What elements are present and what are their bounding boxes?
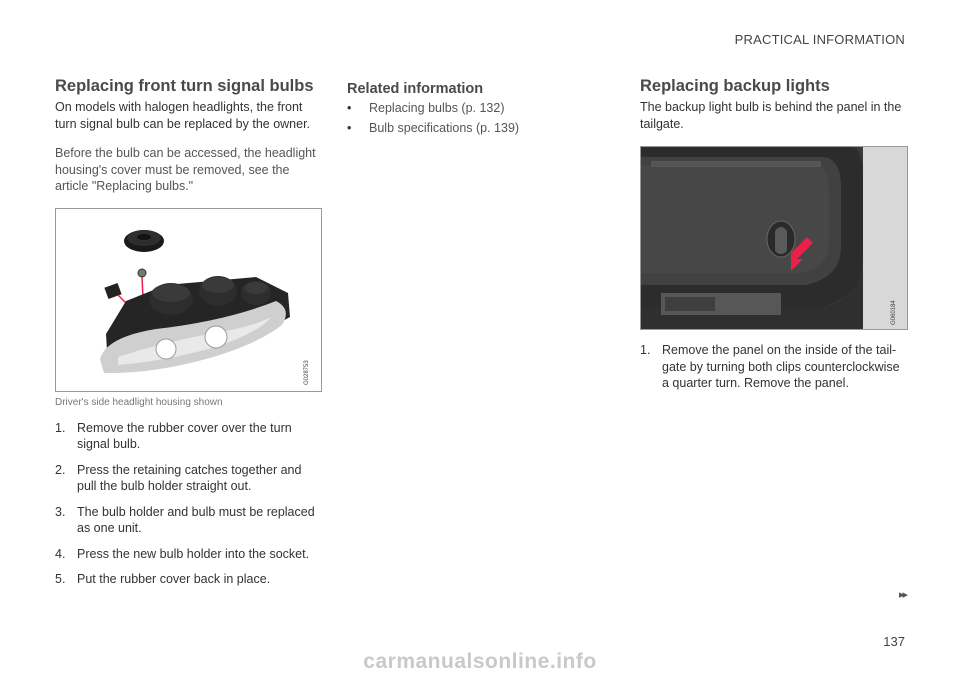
lead-paragraph: On models with halogen headlights, the front turn signal bulb can be replaced by the owner. [55, 100, 311, 131]
bullet-icon: • [347, 101, 352, 115]
list-item [55, 571, 322, 588]
next-page-icon[interactable]: ▸▸ [898, 589, 906, 601]
step-number: 4. [55, 546, 66, 561]
step-number: 2. [55, 462, 66, 477]
figure-code: G060184 [891, 300, 897, 325]
section-title-backup-lights: Replacing backup lights [640, 77, 830, 95]
steps-list [640, 342, 908, 392]
step-number: 5. [55, 572, 66, 586]
list-item [55, 420, 322, 453]
step-text: Press the new bulb holder into the socket. [77, 546, 310, 561]
lead-paragraph: The backup light bulb is behind the panel in the tailgate. [640, 100, 902, 131]
figure-code: G028753 [304, 359, 310, 385]
list-item [55, 462, 322, 495]
section-title-turn-signal: Replacing front turn signal bulbs [55, 77, 314, 95]
link-text: Bulb specifications (p. 139) [369, 120, 520, 135]
list-item [55, 546, 322, 563]
step-text: The bulb holder and bulb must be replaced as one unit. [77, 504, 315, 535]
step-number: 3. [55, 504, 66, 519]
step-text: Put the rubber cover back in place. [77, 572, 271, 586]
step-number: 1. [640, 343, 651, 357]
page-number: 137 [883, 634, 905, 649]
column-related [347, 76, 577, 139]
headlight-drawing [56, 209, 322, 392]
figure-caption: Driver's side headlight housing shown [55, 396, 223, 408]
steps-list [55, 420, 322, 588]
list-item [640, 342, 908, 392]
related-link-replacing-bulbs[interactable] [347, 100, 577, 117]
headlight-illustration [55, 208, 322, 392]
step-text: Remove the rubber cover over the turn signal bulb. [77, 420, 292, 451]
tailgate-illustration [640, 146, 908, 330]
bullet-icon: • [347, 120, 352, 135]
list-item [55, 504, 322, 537]
section-header: PRACTICAL INFORMATION [734, 32, 905, 47]
related-list [347, 100, 577, 136]
related-title: Related information [347, 81, 484, 97]
column-turn-signal [55, 76, 322, 597]
step-number: 1. [55, 420, 66, 435]
step-text: Remove the panel on the inside of the tail-gate by turning both clips counterclockwise a quarter turn. Remove the panel. [662, 343, 900, 390]
watermark: carmanualsonline.info [363, 650, 597, 673]
tailgate-drawing [641, 147, 908, 330]
step-text: Press the retaining catches together and pull the bulb holder straight out. [77, 462, 302, 493]
related-link-bulb-specifications[interactable] [347, 120, 577, 137]
link-text: Replacing bulbs (p. 132) [369, 101, 505, 115]
column-backup-lights [640, 76, 908, 401]
body-paragraph: Before the bulb can be accessed, the headlight housing's cover must be removed, see the article "Replacing bulbs." [55, 146, 316, 193]
